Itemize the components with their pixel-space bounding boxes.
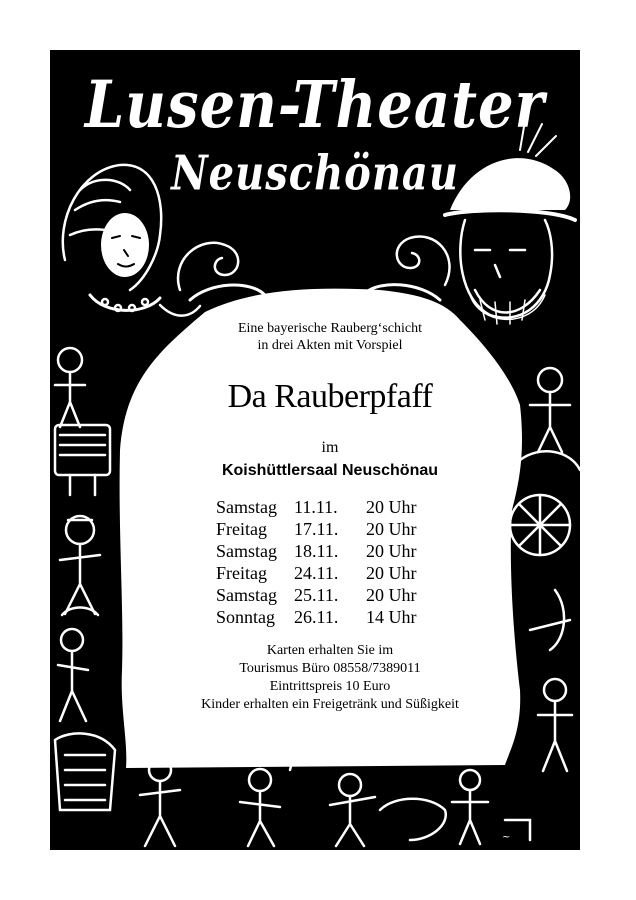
performance-row (216, 496, 456, 518)
performance-date: 17.11. (294, 519, 339, 539)
performance-row (216, 584, 456, 606)
performance-date: 24.11. (294, 563, 339, 583)
tickets-line-2: Tourismus Büro 08558/7389011 (239, 661, 421, 676)
performance-day: Samstag (216, 541, 277, 561)
performance-row (216, 540, 456, 562)
poster (50, 50, 580, 850)
performance-day: Freitag (216, 563, 267, 583)
artist-signature: ~ (502, 832, 511, 843)
tickets-line-1: Karten erhalten Sie im (266, 643, 394, 658)
intro-line-2: in drei Akten mit Vorspiel (257, 338, 403, 353)
children-note: Kinder erhalten ein Freigetränk und Süßigkeit (201, 697, 459, 712)
play-title: Da Rauberpfaff (227, 378, 433, 415)
performance-time: 20 Uhr (366, 519, 417, 539)
performance-row (216, 606, 456, 628)
performance-time: 20 Uhr (366, 585, 417, 605)
play-description (200, 320, 460, 354)
performance-schedule (216, 496, 456, 628)
event-info-content (50, 50, 580, 850)
performance-day: Samstag (216, 585, 277, 605)
performance-date: 26.11. (294, 607, 339, 627)
performance-date: 11.11. (294, 497, 338, 517)
performance-time: 14 Uhr (366, 607, 417, 627)
performance-row (216, 518, 456, 540)
ticket-price: Eintrittspreis 10 Euro (269, 679, 391, 694)
performance-date: 25.11. (294, 585, 339, 605)
performance-date: 18.11. (294, 541, 339, 561)
performance-day: Samstag (216, 497, 277, 517)
performance-day: Sonntag (216, 607, 276, 627)
ticket-info (160, 642, 500, 714)
performance-day: Freitag (216, 519, 267, 539)
performance-time: 20 Uhr (366, 563, 417, 583)
theater-title: Lusen-Theater (84, 67, 546, 143)
venue-preposition: im (321, 439, 339, 456)
performance-time: 20 Uhr (366, 541, 417, 561)
intro-line-1: Eine bayerische Rauberg‘schicht (237, 321, 422, 336)
performance-row (216, 562, 456, 584)
venue-name: Koishüttlersaal Neuschönau (221, 462, 439, 479)
theater-location: Neuschönau (171, 145, 459, 202)
performance-time: 20 Uhr (366, 497, 417, 517)
